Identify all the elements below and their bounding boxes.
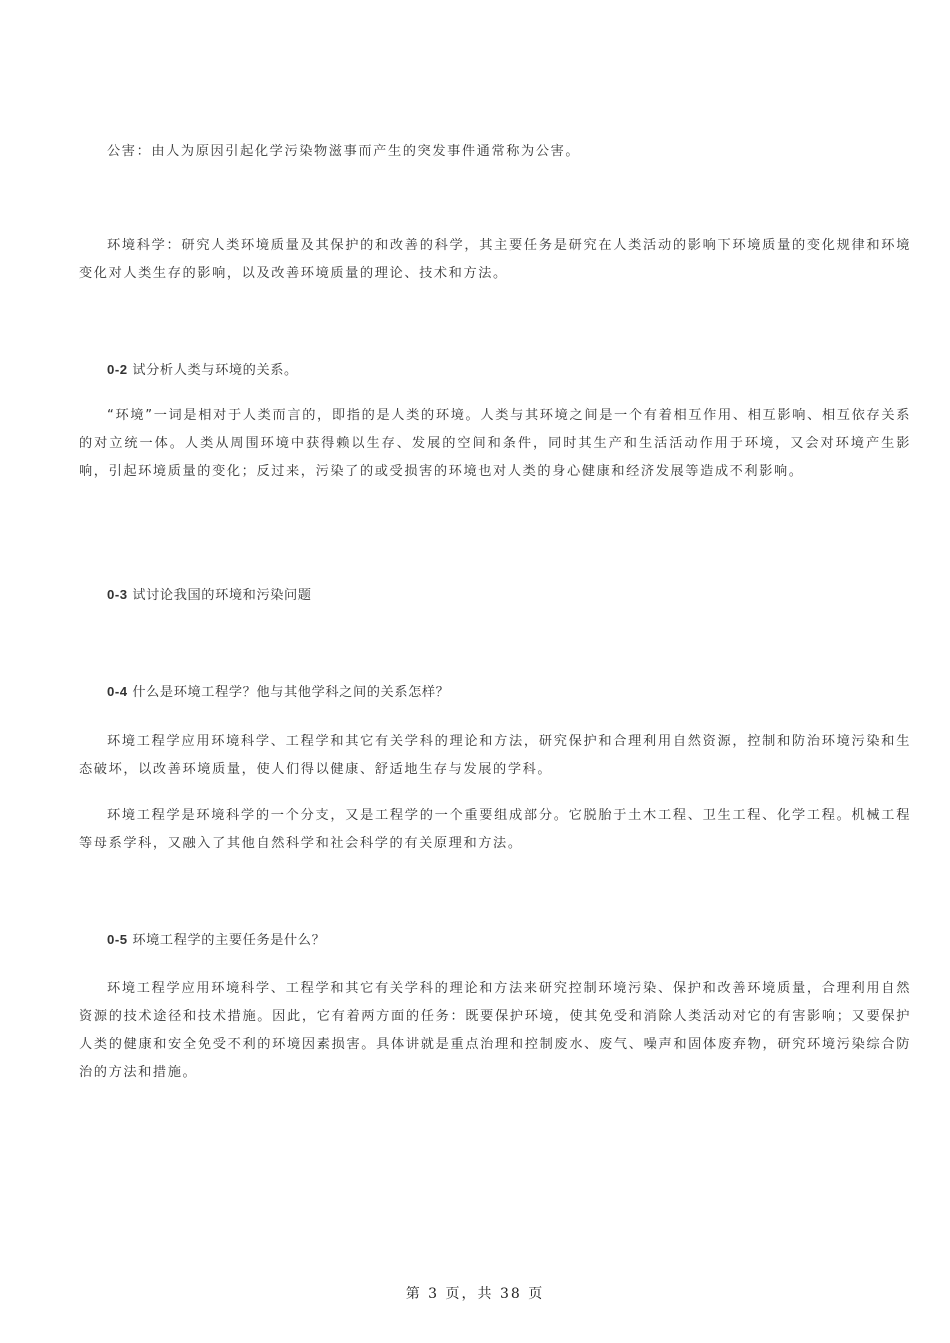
paragraph-gonghai [79,138,911,166]
answer-0-5 [79,975,911,1087]
question-number: 0-2 [107,362,128,377]
answer-0-2 [79,402,911,486]
question-title: 环境工程学的主要任务是什么？ [132,933,326,948]
question-number: 0-5 [107,932,128,947]
question-heading [79,682,911,703]
paragraph-huanjingkexue [79,232,911,288]
answer-text: “环境”一词是相对于人类而言的，即指的是人类的环境。人类与其环境之间是一个有着相互作用、相互影响、相互依存关系的对立统一体。人类从周围环境中获得赖以生存、发展的空间和条件，同时其生产和生活活动作用于环境，又会对环境产生影响，引起环境质量的变化；反过来，污染了的或受损害的环境也对人类的身心健康和经济发展等造成不利影响。 [79,408,911,479]
environmental-science-definition: 环境科学：研究人类环境质量及其保护的和改善的科学，其主要任务是研究在人类活动的影响下环境质量的变化规律和环境变化对人类生存的影响，以及改善环境质量的理论、技术和方法。 [79,238,911,281]
question-title: 试分析人类与环境的关系。 [132,363,298,378]
question-heading [79,360,911,381]
answer-text: 环境工程学是环境科学的一个分支，又是工程学的一个重要组成部分。它脱胎于土木工程、卫生工程、化学工程。机械工程等母系学科，又融入了其他自然科学和社会科学的有关原理和方法。 [79,808,911,851]
question-0-2 [79,360,911,381]
answer-text: 环境工程学应用环境科学、工程学和其它有关学科的理论和方法来研究控制环境污染、保护和改善环境质量，合理利用自然资源的技术途径和技术措施。因此，它有着两方面的任务：既要保护环境，使其免受和消除人类活动对它的有害影响；又要保护人类的健康和安全免受不利的环境因素损害。具体讲就是重点治理和控制废水、废气、噪声和固体废弃物，研究环境污染综合防治的方法和措施。 [79,981,911,1080]
question-0-4 [79,682,911,703]
question-0-3 [79,585,911,606]
gonghai-definition: 公害：由人为原因引起化学污染物滋事而产生的突发事件通常称为公害。 [107,144,581,159]
answer-0-4-part2 [79,802,911,858]
question-title: 试讨论我国的环境和污染问题 [132,588,312,603]
question-heading [79,930,911,951]
answer-text: 环境工程学应用环境科学、工程学和其它有关学科的理论和方法，研究保护和合理利用自然资源，控制和防治环境污染和生态破坏，以改善环境质量，使人们得以健康、舒适地生存与发展的学科。 [79,734,911,777]
question-heading [79,585,911,606]
answer-0-4-part1 [79,728,911,784]
question-number: 0-3 [107,587,128,602]
question-title: 什么是环境工程学？他与其他学科之间的关系怎样？ [132,685,450,700]
question-number: 0-4 [107,684,128,699]
question-0-5 [79,930,911,951]
page-footer: 第 3 页，共 38 页 [405,1286,545,1302]
